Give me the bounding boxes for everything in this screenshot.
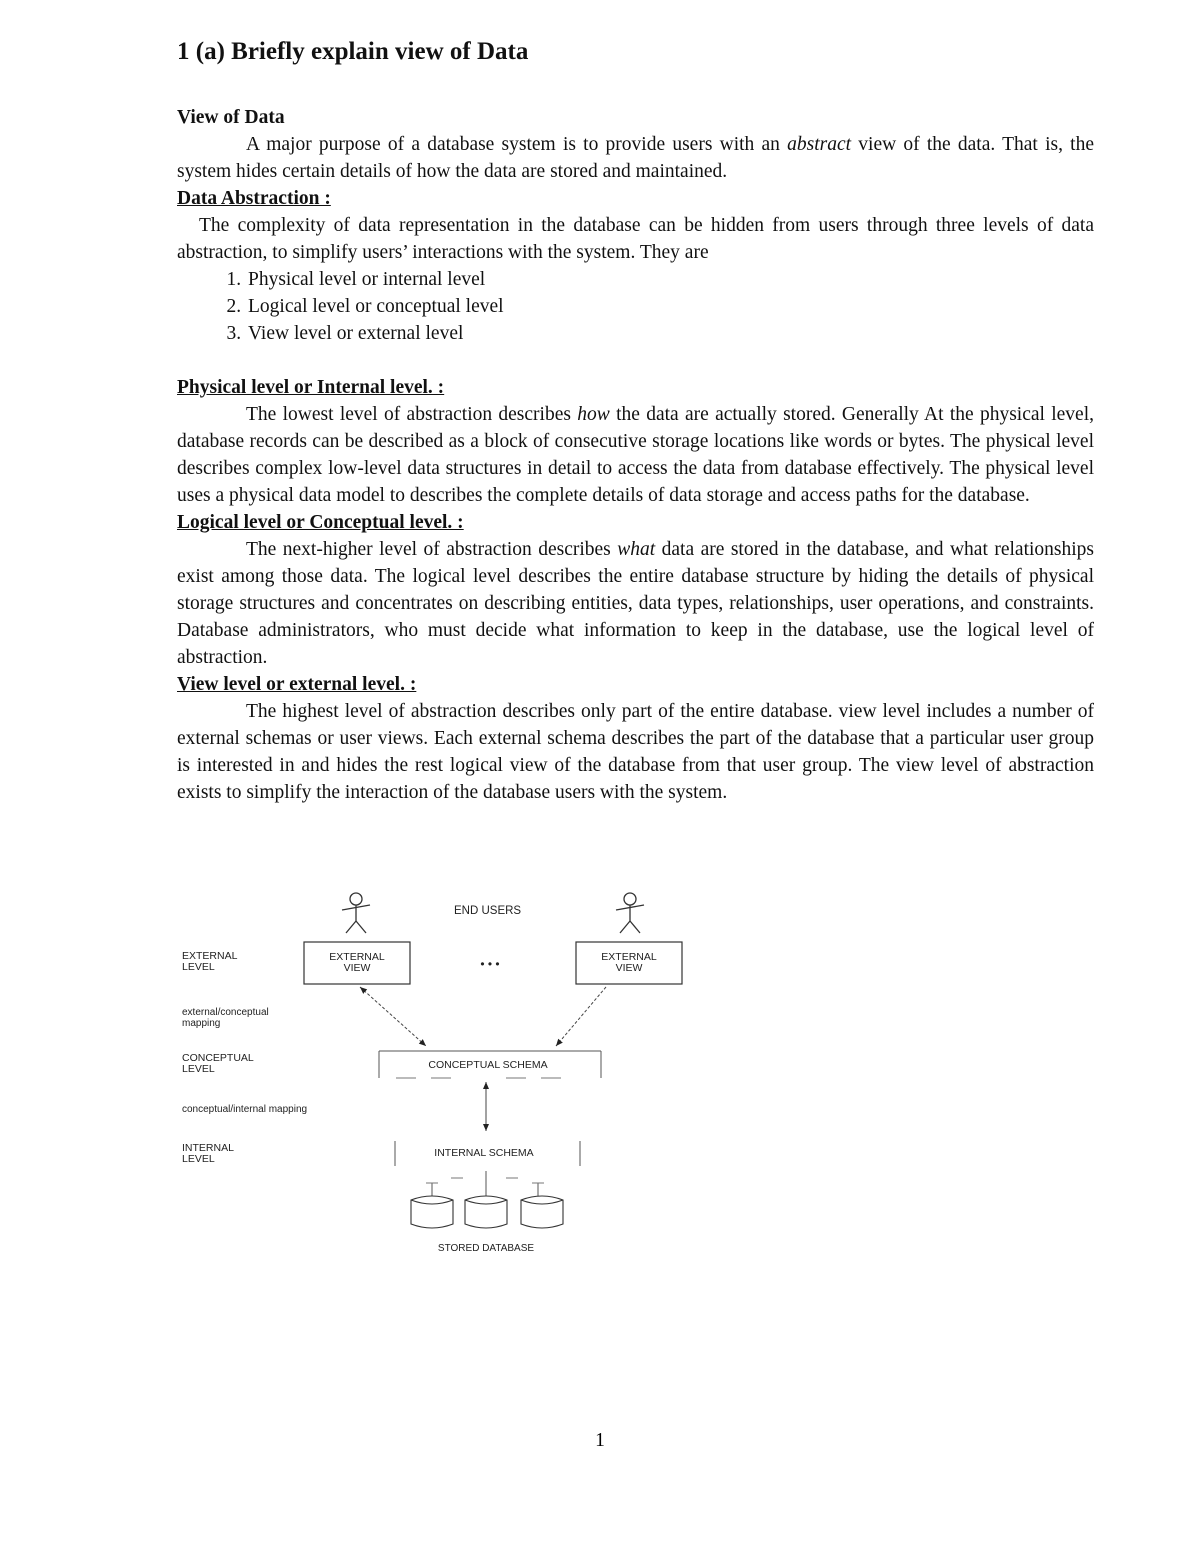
mapping-arrow-left bbox=[360, 987, 426, 1046]
physical-level-paragraph: The lowest level of abstraction describes how the data are actually stored. Generally At the physical level, database records can be described as a block of consecutive storage locations like words or bytes. The physical level describes complex low-level data structures in detail to access the data from database effectively. The physical level uses a physical data model to describes the complete details of data storage and access paths for the database. bbox=[177, 404, 1094, 506]
data-abstraction-title: Data Abstraction : bbox=[177, 188, 331, 209]
conceptual-schema-label: CONCEPTUAL SCHEMA bbox=[428, 1059, 548, 1071]
page-heading: 1 (a) Briefly explain view of Data bbox=[177, 38, 529, 65]
end-user-figure-left bbox=[342, 893, 370, 933]
view-level-title: View level or external level. : bbox=[177, 674, 417, 695]
external-view-label: EXTERNAL bbox=[329, 951, 385, 963]
external-level-label: LEVEL bbox=[182, 961, 215, 973]
list-item: 1. Physical level or internal level bbox=[246, 266, 1094, 293]
logical-level-title: Logical level or Conceptual level. : bbox=[177, 512, 464, 533]
external-view-label: VIEW bbox=[343, 962, 371, 974]
page-number: 1 bbox=[595, 1430, 605, 1451]
conceptual-level-label: CONCEPTUAL bbox=[182, 1052, 254, 1064]
physical-level-title: Physical level or Internal level. : bbox=[177, 377, 445, 398]
three-schema-architecture-diagram bbox=[176, 888, 616, 1260]
data-abstraction-paragraph: The complexity of data representation in the database can be hidden from users through three levels of data abstraction, to simplify users’ interactions with the system. They are bbox=[177, 215, 1094, 263]
end-user-figure-right bbox=[616, 893, 644, 933]
end-users-label: END USERS bbox=[454, 905, 522, 917]
ellipsis: • • • bbox=[480, 957, 500, 971]
external-view-label: VIEW bbox=[615, 962, 643, 974]
external-level-label: EXTERNAL bbox=[182, 950, 238, 962]
internal-level-label: INTERNAL bbox=[182, 1142, 234, 1154]
diagram-right-part bbox=[574, 888, 694, 998]
internal-schema-label: INTERNAL SCHEMA bbox=[434, 1147, 534, 1159]
abstraction-levels-list bbox=[177, 266, 1094, 347]
logical-level-paragraph: The next-higher level of abstraction describes what data are stored in the database, and what relationships exist among those data. The logical level describes the entire database structure by hiding the details of physical storage structures and concentrates on describing entities, data types, relationships, user operations, and constraints. Database administrators, who must decide what information to keep in the database, use the logical level of abstraction. bbox=[177, 539, 1094, 668]
ext-conc-mapping-label: external/conceptual bbox=[182, 1007, 269, 1018]
ext-conc-mapping-label: mapping bbox=[182, 1018, 221, 1029]
stored-database-label: STORED DATABASE bbox=[437, 1243, 535, 1254]
external-view-label: EXTERNAL bbox=[601, 951, 657, 963]
conceptual-level-label: LEVEL bbox=[182, 1063, 215, 1075]
view-of-data-title: View of Data bbox=[177, 107, 285, 128]
database-disk-icon bbox=[465, 1196, 507, 1228]
internal-level-label: LEVEL bbox=[182, 1153, 215, 1165]
database-disk-icon bbox=[411, 1196, 453, 1228]
list-item: 2. Logical level or conceptual level bbox=[246, 293, 1094, 320]
view-level-paragraph: The highest level of abstraction describes only part of the entire database. view level includes a number of external schemas or user views. Each external schema describes the part of the database that a particular user group is interested in and hides the rest logical view of the database from that user group. The view level of abstraction exists to simplify the interaction of the database users with the system. bbox=[177, 701, 1094, 803]
conc-int-mapping-label: conceptual/internal mapping bbox=[182, 1104, 308, 1115]
view-of-data-paragraph: A major purpose of a database system is to provide users with an abstract view of the data. That is, the system hides certain details of how the data are stored and maintained. bbox=[177, 134, 1094, 182]
database-disk-icon bbox=[521, 1196, 563, 1228]
list-item: 3. View level or external level bbox=[246, 320, 1094, 347]
document-page bbox=[177, 34, 1094, 806]
